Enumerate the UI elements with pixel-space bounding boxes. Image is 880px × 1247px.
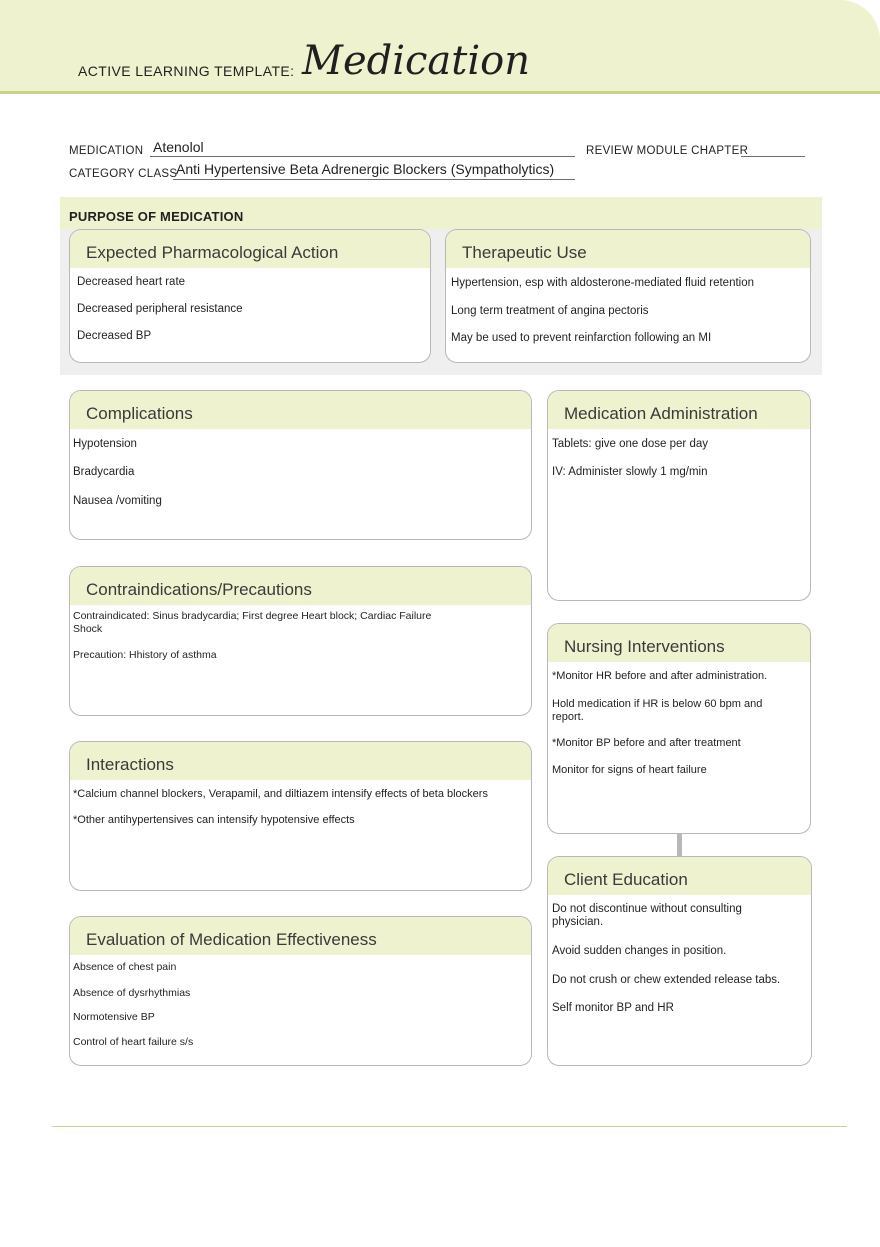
administration-line: Tablets: give one dose per day — [552, 438, 708, 450]
nursing-title: Nursing Interventions — [548, 624, 810, 662]
medication-label: MEDICATION — [69, 145, 144, 157]
nursing-line: Hold medication if HR is below 60 bpm and — [552, 698, 763, 710]
review-module-label: REVIEW MODULE CHAPTER — [586, 145, 749, 157]
evaluation-line: Control of heart failure s/s — [73, 1036, 194, 1048]
therapeutic-use-line: Long term treatment of angina pectoris — [451, 305, 649, 317]
expected-action-line: Decreased heart rate — [77, 276, 186, 288]
template-label: ACTIVE LEARNING TEMPLATE: — [78, 63, 295, 79]
evaluation-line: Absence of dysrhythmias — [73, 987, 191, 999]
client-education-title: Client Education — [548, 857, 811, 895]
header-rule — [0, 91, 880, 94]
contraindications-title: Contraindications/Precautions — [70, 567, 531, 605]
therapeutic-use-title: Therapeutic Use — [446, 230, 810, 268]
interactions-box — [69, 741, 532, 891]
administration-title: Medication Administration — [548, 391, 810, 429]
client-education-line: physician. — [552, 916, 604, 928]
nursing-line: report. — [552, 711, 584, 723]
evaluation-line: Absence of chest pain — [73, 961, 177, 973]
client-education-line: Avoid sudden changes in position. — [552, 945, 727, 957]
complications-line: Bradycardia — [73, 466, 135, 478]
category-line — [173, 179, 575, 180]
client-education-line: Do not discontinue without consulting — [552, 903, 742, 915]
footer-rule — [52, 1126, 847, 1127]
interactions-title: Interactions — [70, 742, 531, 780]
administration-box — [547, 390, 811, 601]
nursing-line: Monitor for signs of heart failure — [552, 764, 707, 776]
contraindications-line: Precaution: Hhistory of asthma — [73, 649, 217, 661]
complications-line: Hypotension — [73, 438, 137, 450]
administration-line: IV: Administer slowly 1 mg/min — [552, 466, 708, 478]
client-education-box — [547, 856, 812, 1066]
category-value[interactable]: Anti Hypertensive Beta Adrenergic Blockers (Sympatholytics) — [176, 161, 555, 177]
contraindications-line: Shock — [73, 623, 103, 635]
nursing-line: *Monitor HR before and after administration. — [552, 670, 768, 682]
contraindications-box — [69, 566, 532, 716]
nursing-line: *Monitor BP before and after treatment — [552, 737, 741, 749]
review-module-line[interactable] — [741, 156, 805, 157]
category-label: CATEGORY CLASS — [69, 168, 178, 180]
medication-line — [150, 156, 575, 157]
medication-value[interactable]: Atenolol — [153, 139, 204, 155]
nursing-box — [547, 623, 811, 834]
evaluation-title: Evaluation of Medication Effectiveness — [70, 917, 531, 955]
evaluation-line: Normotensive BP — [73, 1011, 155, 1023]
expected-action-line: Decreased peripheral resistance — [77, 303, 243, 315]
therapeutic-use-box — [445, 229, 811, 363]
connector-bar — [677, 833, 682, 856]
purpose-title: PURPOSE OF MEDICATION — [69, 209, 244, 224]
expected-action-line: Decreased BP — [77, 330, 152, 342]
contraindications-line: Contraindicated: Sinus bradycardia; First degree Heart block; Cardiac Failure — [73, 610, 432, 622]
complications-title: Complications — [70, 391, 531, 429]
complications-box — [69, 390, 532, 540]
therapeutic-use-line: Hypertension, esp with aldosterone-mediated fluid retention — [451, 277, 755, 289]
complications-line: Nausea /vomiting — [73, 495, 162, 507]
therapeutic-use-line: May be used to prevent reinfarction following an MI — [451, 332, 712, 344]
interactions-line: *Calcium channel blockers, Verapamil, and diltiazem intensify effects of beta blockers — [73, 788, 488, 800]
expected-action-box — [69, 229, 431, 363]
evaluation-box — [69, 916, 532, 1066]
interactions-line: *Other antihypertensives can intensify hypotensive effects — [73, 814, 355, 826]
expected-action-title: Expected Pharmacological Action — [70, 230, 430, 268]
client-education-line: Do not crush or chew extended release tabs. — [552, 974, 781, 986]
client-education-line: Self monitor BP and HR — [552, 1002, 674, 1014]
template-title: Medication — [302, 38, 530, 84]
